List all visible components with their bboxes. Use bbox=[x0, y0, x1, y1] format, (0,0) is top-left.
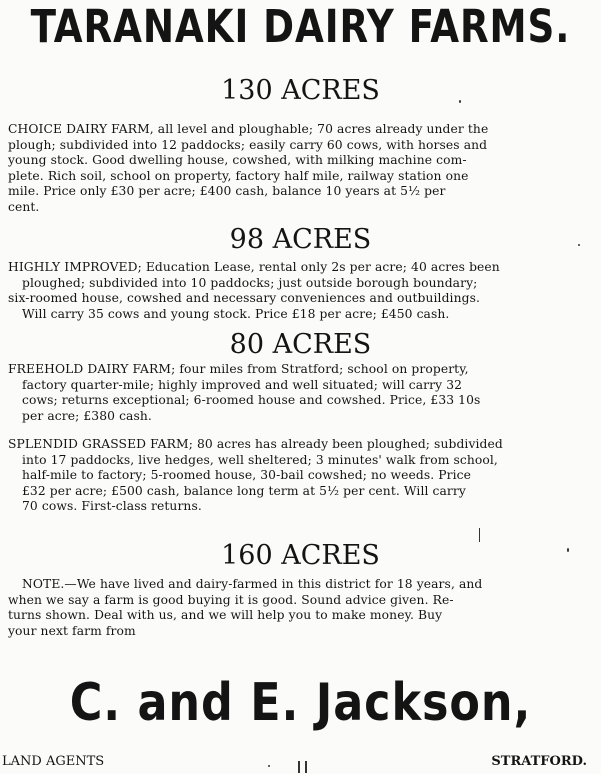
print-speck bbox=[459, 100, 461, 103]
text-line: into 17 paddocks, live hedges, well sheltered; 3 minutes' walk from school, bbox=[22, 452, 498, 467]
listing-description-80-acres-freehold bbox=[8, 362, 592, 424]
footer-stratford: STRATFORD. bbox=[491, 754, 587, 769]
text-line: when we say a farm is good buying it is good. Sound advice given. Re- bbox=[8, 592, 454, 607]
text-line: turns shown. Deal with us, and we will help you to make money. Buy bbox=[8, 608, 443, 622]
listing-description-130-acres bbox=[8, 122, 592, 215]
print-speck bbox=[578, 244, 580, 246]
text-line: your next farm from bbox=[8, 623, 136, 638]
print-speck bbox=[305, 761, 307, 773]
text-line: 70 cows. First-class returns. bbox=[22, 499, 202, 513]
text-line: factory quarter-mile; highly improved and well situated; will carry 32 bbox=[22, 377, 463, 392]
text-line: Will carry 35 cows and young stock. Price £18 per acre; £450 cash. bbox=[22, 306, 450, 321]
listing-description-80-acres-grassed bbox=[8, 437, 592, 515]
print-speck bbox=[298, 761, 300, 773]
agency-note bbox=[8, 577, 592, 639]
text-line: ploughed; subdivided into 10 paddocks; just outside borough boundary; bbox=[22, 275, 478, 290]
text-line: NOTE.—We have lived and dairy-farmed in this district for 18 years, and bbox=[22, 577, 483, 591]
listing-heading-130-acres: 130 ACRES bbox=[221, 75, 380, 106]
print-speck bbox=[479, 528, 480, 542]
text-line: plough; subdivided into 12 paddocks; easily carry 60 cows, with horses and bbox=[8, 137, 488, 152]
text-line: CHOICE DAIRY FARM, all level and ploughable; 70 acres already under the bbox=[8, 122, 489, 136]
text-line: SPLENDID GRASSED FARM; 80 acres has already been ploughed; subdivided bbox=[8, 437, 503, 451]
listing-heading-160-acres: 160 ACRES bbox=[221, 540, 380, 571]
listing-heading-80-acres: 80 ACRES bbox=[229, 329, 372, 360]
print-speck bbox=[567, 548, 569, 552]
text-line: HIGHLY IMPROVED; Education Lease, rental only 2s per acre; 40 acres been bbox=[8, 260, 500, 274]
footer-land-agents: LAND AGENTS bbox=[2, 754, 105, 769]
listing-description-98-acres bbox=[8, 260, 592, 322]
text-line: FREEHOLD DAIRY FARM; four miles from Stratford; school on property, bbox=[8, 362, 469, 376]
text-line: cent. bbox=[8, 199, 40, 214]
ad-title: TARANAKI DAIRY FARMS. bbox=[30, 0, 571, 53]
text-line: six-roomed house, cowshed and necessary conveniences and outbuildings. bbox=[8, 291, 480, 305]
agent-name: C. and E. Jackson, bbox=[69, 673, 532, 733]
text-line: young stock. Good dwelling house, cowshed, with milking machine com- bbox=[8, 153, 467, 167]
text-line: half-mile to factory; 5-roomed house, 30-bail cowshed; no weeds. Price bbox=[22, 468, 472, 482]
text-line: mile. Price only £30 per acre; £400 cash, balance 10 years at 5½ per bbox=[8, 184, 446, 198]
listing-heading-98-acres: 98 ACRES bbox=[229, 224, 372, 255]
print-speck bbox=[268, 765, 270, 767]
text-line: cows; returns exceptional; 6-roomed house and cowshed. Price, £33 10s bbox=[22, 393, 481, 407]
text-line: £32 per acre; £500 cash, balance long term at 5½ per cent. Will carry bbox=[22, 483, 466, 498]
text-line: plete. Rich soil, school on property, factory half mile, railway station one bbox=[8, 168, 469, 183]
text-line: per acre; £380 cash. bbox=[22, 408, 152, 423]
